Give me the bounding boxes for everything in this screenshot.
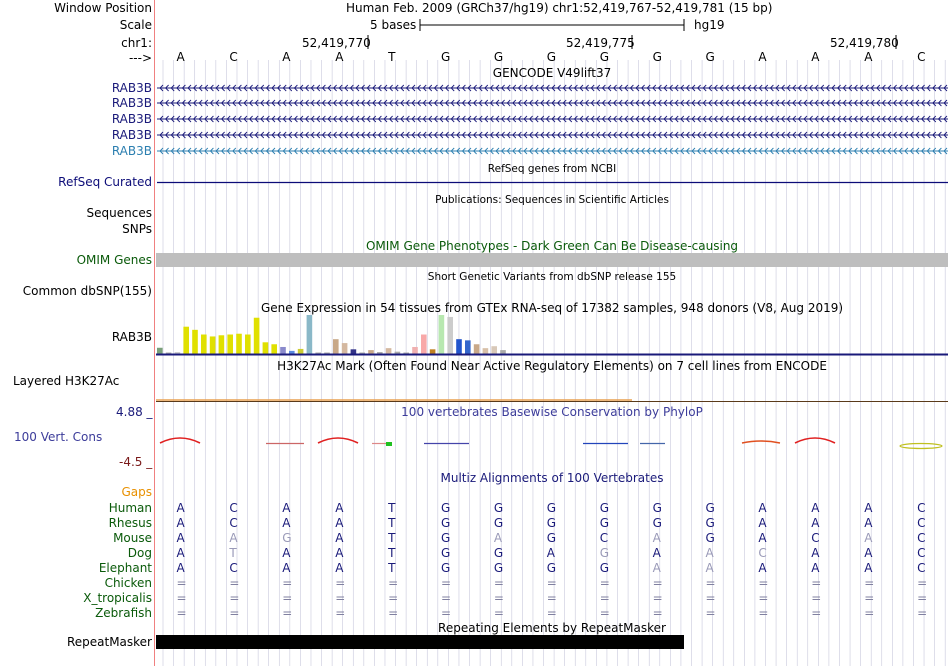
multiz-base: C bbox=[811, 531, 820, 545]
multiz-base: = bbox=[917, 576, 928, 590]
multiz-base: C bbox=[758, 546, 767, 560]
multiz-base: = bbox=[758, 576, 769, 590]
multiz-base: = bbox=[493, 576, 504, 590]
phylop-title: 100 vertebrates Basewise Conservation by PhyloP bbox=[401, 405, 703, 419]
multiz-base: A bbox=[864, 546, 873, 560]
gtex-tissue-bar bbox=[271, 344, 277, 354]
multiz-base: = bbox=[546, 606, 557, 620]
base-letter: G bbox=[441, 50, 451, 64]
base-letter: G bbox=[599, 50, 609, 64]
multiz-base: C bbox=[229, 516, 238, 530]
strand-arrow-label: ---> bbox=[128, 51, 152, 65]
multiz-base: A bbox=[282, 501, 291, 515]
multiz-base: C bbox=[917, 516, 926, 530]
gtex-tissue-bar bbox=[245, 335, 251, 355]
multiz-species-label[interactable]: Chicken bbox=[104, 576, 152, 590]
multiz-base: = bbox=[652, 606, 663, 620]
multiz-base: A bbox=[176, 501, 185, 515]
multiz-base: A bbox=[758, 561, 767, 575]
multiz-base: = bbox=[176, 591, 187, 605]
gtex-tissue-bar bbox=[280, 347, 286, 354]
multiz-base: A bbox=[335, 501, 344, 515]
multiz-base: G bbox=[546, 531, 557, 545]
multiz-base: C bbox=[917, 501, 926, 515]
base-letter: A bbox=[864, 50, 873, 64]
gtex-tissue-bar bbox=[183, 327, 189, 354]
multiz-base: A bbox=[705, 546, 714, 560]
multiz-base: = bbox=[917, 606, 928, 620]
multiz-base: A bbox=[864, 561, 873, 575]
base-letter: A bbox=[176, 50, 185, 64]
multiz-base: A bbox=[758, 501, 767, 515]
phylop-bar bbox=[386, 442, 392, 446]
base-letter: A bbox=[758, 50, 767, 64]
multiz-base: = bbox=[441, 606, 452, 620]
gtex-tissue-bar bbox=[447, 317, 453, 354]
gtex-tissue-bar bbox=[157, 348, 163, 354]
multiz-base: G bbox=[493, 501, 504, 515]
multiz-base: = bbox=[705, 591, 716, 605]
multiz-base: G bbox=[546, 561, 557, 575]
multiz-base: A bbox=[864, 531, 873, 545]
multiz-base: T bbox=[388, 561, 396, 575]
dbsnp-title: Short Genetic Variants from dbSNP release 155 bbox=[427, 271, 677, 283]
base-letter: A bbox=[335, 50, 344, 64]
gtex-tissue-bar bbox=[421, 335, 427, 355]
refseq-title: RefSeq genes from NCBI bbox=[487, 163, 617, 175]
repeatmasker-title: Repeating Elements by RepeatMasker bbox=[438, 621, 666, 635]
h3k27ac-label[interactable]: Layered H3K27Ac bbox=[13, 374, 120, 388]
multiz-base: = bbox=[282, 576, 293, 590]
multiz-base: = bbox=[758, 591, 769, 605]
multiz-base: C bbox=[229, 561, 238, 575]
multiz-base: = bbox=[176, 606, 187, 620]
base-letter: A bbox=[282, 50, 291, 64]
multiz-base: G bbox=[599, 546, 609, 560]
repeatmasker-label[interactable]: RepeatMasker bbox=[66, 635, 152, 649]
multiz-species-label[interactable]: Human bbox=[108, 501, 152, 515]
base-letter: C bbox=[917, 50, 926, 64]
multiz-base: A bbox=[493, 531, 503, 545]
gtex-tissue-bar bbox=[192, 330, 198, 354]
multiz-base: G bbox=[599, 501, 609, 515]
multiz-base: A bbox=[864, 516, 873, 530]
gtex-tissue-bar bbox=[254, 318, 260, 354]
base-letter: G bbox=[652, 50, 662, 64]
multiz-base: G bbox=[705, 501, 715, 515]
multiz-base: G bbox=[652, 501, 662, 515]
multiz-species-label[interactable]: X_tropicalis bbox=[83, 591, 152, 605]
gencode-gene-label-3[interactable]: RAB3B bbox=[111, 112, 152, 126]
gtex-tissue-bar bbox=[465, 340, 471, 354]
gtex-tissue-bar bbox=[298, 349, 304, 354]
multiz-base: G bbox=[493, 546, 504, 560]
position-tick-1: 52,419,770 bbox=[302, 36, 371, 50]
multiz-base: A bbox=[811, 561, 820, 575]
phylop-max-label: 4.88 _ bbox=[116, 405, 153, 419]
gtex-title: Gene Expression in 54 tissues from GTEx RNA-seq of 17382 samples, 948 donors (V8, Aug 2019) bbox=[260, 301, 844, 315]
gtex-tissue-bar bbox=[201, 335, 207, 355]
gtex-gene-label[interactable]: RAB3B bbox=[111, 330, 152, 344]
multiz-base: G bbox=[546, 516, 557, 530]
multiz-base: C bbox=[917, 561, 926, 575]
omim-bar bbox=[156, 253, 948, 267]
gtex-tissue-bar bbox=[342, 343, 348, 354]
multiz-base: A bbox=[864, 501, 873, 515]
multiz-base: G bbox=[599, 516, 609, 530]
multiz-base: = bbox=[811, 591, 822, 605]
multiz-base: G bbox=[546, 501, 557, 515]
multiz-base: G bbox=[441, 546, 451, 560]
base-letter: G bbox=[705, 50, 715, 64]
multiz-base: = bbox=[705, 576, 716, 590]
multiz-base: = bbox=[282, 591, 293, 605]
gencode-gene-label-1[interactable]: RAB3B bbox=[111, 81, 152, 95]
multiz-base: = bbox=[705, 606, 716, 620]
gtex-tissue-bar bbox=[307, 315, 313, 354]
gtex-tissue-bar bbox=[263, 342, 269, 354]
dbsnp-label[interactable]: Common dbSNP(155) bbox=[22, 284, 152, 298]
multiz-base: = bbox=[917, 591, 928, 605]
multiz-base: = bbox=[388, 606, 399, 620]
multiz-base: A bbox=[229, 531, 238, 545]
publications-sequences-label[interactable]: Sequences bbox=[86, 206, 152, 220]
multiz-base: C bbox=[917, 546, 926, 560]
multiz-base: = bbox=[335, 576, 346, 590]
multiz-base: A bbox=[282, 516, 291, 530]
phylop-peak bbox=[160, 438, 200, 443]
multiz-base: A bbox=[176, 531, 185, 545]
multiz-base: T bbox=[388, 531, 396, 545]
gencode-title: GENCODE V49lift37 bbox=[492, 66, 612, 80]
multiz-base: = bbox=[441, 591, 452, 605]
multiz-base: G bbox=[652, 516, 662, 530]
base-letter: T bbox=[388, 50, 396, 64]
gtex-tissue-bar bbox=[491, 346, 497, 354]
phylop-min-label: -4.5 _ bbox=[119, 455, 153, 469]
h3k27ac-title: H3K27Ac Mark (Often Found Near Active Regulatory Elements) on 7 cell lines from ENCODE bbox=[277, 359, 827, 373]
multiz-base: A bbox=[811, 501, 820, 515]
gencode-gene-label-4[interactable]: RAB3B bbox=[111, 128, 152, 142]
multiz-base: G bbox=[282, 531, 292, 545]
multiz-base: = bbox=[229, 591, 240, 605]
omim-title: OMIM Gene Phenotypes - Dark Green Can Be Disease-causing bbox=[365, 239, 739, 253]
position-tick-2: 52,419,775 bbox=[566, 36, 635, 50]
gtex-tissue-bar bbox=[227, 335, 233, 355]
multiz-base: A bbox=[652, 546, 661, 560]
phylop-peak bbox=[742, 441, 780, 443]
multiz-base: = bbox=[388, 576, 399, 590]
window-position-label: Window Position bbox=[54, 1, 152, 15]
multiz-base: G bbox=[441, 561, 451, 575]
chrom-label: chr1: bbox=[121, 36, 152, 50]
multiz-base: = bbox=[599, 591, 610, 605]
multiz-base: G bbox=[705, 516, 715, 530]
multiz-base: C bbox=[599, 531, 609, 545]
base-letter: G bbox=[546, 50, 557, 64]
gtex-tissue-bar bbox=[430, 349, 436, 354]
multiz-base: = bbox=[652, 591, 663, 605]
gtex-tissue-bar bbox=[219, 335, 225, 354]
phylop-peak bbox=[795, 438, 835, 443]
multiz-base: A bbox=[176, 561, 185, 575]
multiz-base: A bbox=[811, 546, 820, 560]
gtex-tissue-bar bbox=[412, 347, 418, 354]
multiz-species-label[interactable]: Dog bbox=[127, 546, 152, 560]
multiz-base: = bbox=[388, 591, 399, 605]
multiz-base: A bbox=[335, 561, 344, 575]
multiz-base: A bbox=[335, 516, 344, 530]
gtex-tissue-bar bbox=[500, 350, 506, 354]
base-letter: G bbox=[493, 50, 504, 64]
multiz-base: A bbox=[176, 516, 185, 530]
multiz-base: C bbox=[229, 501, 238, 515]
multiz-base: G bbox=[599, 561, 609, 575]
base-letter: A bbox=[811, 50, 820, 64]
refseq-label[interactable]: RefSeq Curated bbox=[58, 175, 152, 189]
multiz-base: G bbox=[705, 531, 715, 545]
multiz-base: T bbox=[388, 546, 396, 560]
multiz-base: = bbox=[864, 576, 875, 590]
gencode-gene-label-2[interactable]: RAB3B bbox=[111, 96, 152, 110]
multiz-base: G bbox=[441, 501, 451, 515]
publications-title: Publications: Sequences in Scientific Articles bbox=[435, 194, 669, 206]
multiz-base: = bbox=[864, 606, 875, 620]
multiz-base: = bbox=[546, 576, 557, 590]
multiz-base: A bbox=[652, 561, 661, 575]
multiz-title: Multiz Alignments of 100 Vertebrates bbox=[440, 471, 664, 485]
multiz-base: G bbox=[493, 561, 504, 575]
assembly-label: hg19 bbox=[694, 18, 725, 32]
phylop-peak bbox=[318, 438, 358, 443]
window-position-value[interactable]: Human Feb. 2009 (GRCh37/hg19) chr1:52,419,767-52,419,781 (15 bp) bbox=[346, 1, 773, 15]
publications-snps-label[interactable]: SNPs bbox=[122, 222, 152, 236]
multiz-base: A bbox=[335, 531, 344, 545]
multiz-gaps-label: Gaps bbox=[121, 485, 152, 499]
scale-value: 5 bases bbox=[370, 18, 417, 32]
multiz-base: A bbox=[282, 546, 291, 560]
multiz-base: = bbox=[599, 576, 610, 590]
multiz-base: T bbox=[229, 546, 237, 560]
multiz-base: A bbox=[546, 546, 556, 560]
multiz-base: A bbox=[811, 516, 820, 530]
multiz-base: = bbox=[758, 606, 769, 620]
multiz-base: = bbox=[864, 591, 875, 605]
multiz-base: A bbox=[176, 546, 185, 560]
gtex-tissue-bar bbox=[456, 339, 462, 354]
gtex-tissue-bar bbox=[236, 334, 242, 354]
gtex-tissue-bar bbox=[210, 336, 216, 354]
multiz-base: = bbox=[229, 606, 240, 620]
multiz-species-label[interactable]: Elephant bbox=[98, 561, 152, 575]
multiz-base: = bbox=[176, 576, 187, 590]
gtex-tissue-bar bbox=[439, 315, 445, 354]
multiz-base: = bbox=[335, 591, 346, 605]
gencode-gene-label-5[interactable]: RAB3B bbox=[111, 144, 152, 158]
multiz-base: A bbox=[335, 546, 344, 560]
scale-label: Scale bbox=[119, 18, 152, 32]
multiz-base: A bbox=[758, 516, 767, 530]
multiz-base: = bbox=[493, 591, 504, 605]
phylop-trough bbox=[900, 444, 942, 449]
multiz-base: G bbox=[441, 531, 451, 545]
multiz-base: = bbox=[441, 576, 452, 590]
repeatmasker-block bbox=[156, 635, 684, 649]
multiz-species-label[interactable]: Zebrafish bbox=[95, 606, 152, 620]
multiz-base: A bbox=[705, 561, 714, 575]
multiz-base: = bbox=[652, 576, 663, 590]
multiz-base: T bbox=[388, 501, 396, 515]
multiz-species-label[interactable]: Rhesus bbox=[108, 516, 152, 530]
gtex-tissue-bar bbox=[474, 344, 480, 354]
multiz-base: = bbox=[229, 576, 240, 590]
multiz-base: A bbox=[652, 531, 661, 545]
multiz-base: A bbox=[758, 531, 767, 545]
multiz-base: A bbox=[282, 561, 291, 575]
gtex-tissue-bar bbox=[483, 348, 489, 354]
omim-label[interactable]: OMIM Genes bbox=[76, 253, 152, 267]
gtex-tissue-bar bbox=[333, 339, 339, 354]
position-tick-3: 52,419,780 bbox=[830, 36, 899, 50]
gtex-tissue-bar bbox=[351, 349, 357, 354]
phylop-label[interactable]: 100 Vert. Cons bbox=[14, 430, 103, 444]
gtex-tissue-bar bbox=[386, 348, 392, 354]
multiz-base: = bbox=[599, 606, 610, 620]
multiz-base: = bbox=[546, 591, 557, 605]
multiz-species-label[interactable]: Mouse bbox=[113, 531, 152, 545]
multiz-base: = bbox=[811, 606, 822, 620]
multiz-base: T bbox=[388, 516, 396, 530]
multiz-base: = bbox=[493, 606, 504, 620]
multiz-base: = bbox=[811, 576, 822, 590]
multiz-base: G bbox=[493, 516, 504, 530]
multiz-base: G bbox=[441, 516, 451, 530]
base-letter: C bbox=[229, 50, 238, 64]
multiz-base: = bbox=[282, 606, 293, 620]
gtex-tissue-bar bbox=[368, 350, 374, 354]
multiz-base: = bbox=[335, 606, 346, 620]
multiz-base: C bbox=[917, 531, 926, 545]
